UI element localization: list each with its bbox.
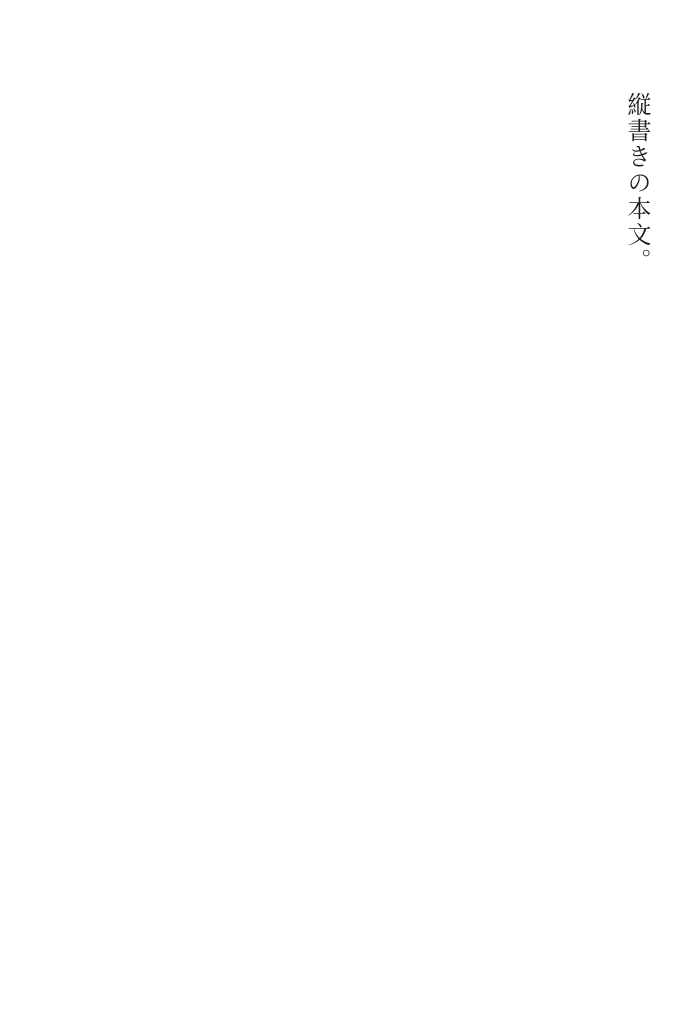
paragraph-1: 縦書きの本文。 — [623, 92, 651, 274]
vertical-text-block — [24, 92, 654, 952]
